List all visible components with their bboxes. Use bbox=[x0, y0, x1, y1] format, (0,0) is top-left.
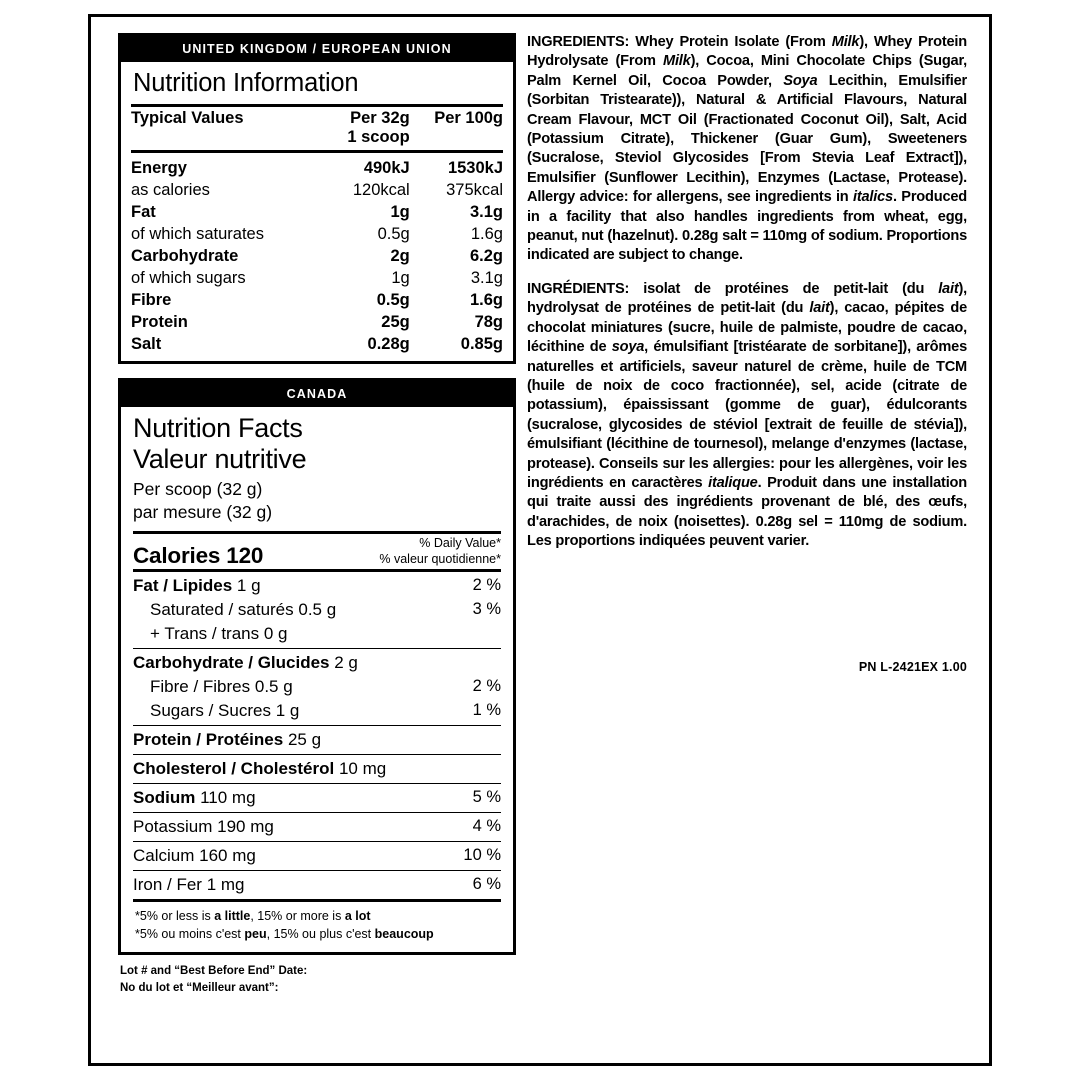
uk-row-label: Salt bbox=[131, 334, 162, 353]
uk-row-serving: 2g bbox=[390, 246, 410, 265]
table-row bbox=[131, 333, 503, 355]
ca-row-nutrient: Potassium bbox=[133, 817, 213, 837]
ca-row-amount: 0 g bbox=[263, 624, 288, 644]
ca-row-amount: 2 g bbox=[334, 653, 358, 673]
daily-value-footnotes bbox=[133, 899, 501, 945]
serving-size-fr: par mesure (32 g) bbox=[133, 502, 273, 523]
ca-row-nutrient: Sodium bbox=[133, 788, 196, 808]
canada-panel-body bbox=[121, 407, 513, 951]
ca-row-label bbox=[133, 813, 453, 842]
table-row bbox=[133, 649, 501, 678]
ca-row-nutrient: Saturated / saturés bbox=[150, 600, 294, 620]
uk-row-serving: 0.5g bbox=[377, 224, 410, 243]
uk-eu-panel-title: Nutrition Information bbox=[133, 69, 359, 97]
lot-code-block bbox=[118, 963, 516, 998]
ca-row-amount: 110 mg bbox=[200, 788, 256, 808]
ca-row-dv: 2 % bbox=[453, 571, 501, 601]
table-row bbox=[133, 813, 501, 842]
ca-row-nutrient: Fibre / Fibres bbox=[150, 677, 251, 697]
ca-row-label bbox=[133, 871, 453, 900]
ca-row-amount: 0.5 g bbox=[298, 600, 337, 620]
ca-row-dv bbox=[453, 755, 501, 784]
table-row bbox=[133, 842, 501, 871]
uk-header-per-serving: Per 32g bbox=[350, 108, 410, 127]
ca-row-amount: 1 mg bbox=[206, 875, 245, 895]
ca-row-label bbox=[133, 726, 453, 755]
uk-eu-panel-header: UNITED KINGDOM / EUROPEAN UNION bbox=[121, 36, 513, 62]
nutrition-facts-title-fr: Valeur nutritive bbox=[133, 443, 307, 474]
uk-row-label: Fat bbox=[131, 202, 156, 221]
uk-row-serving: 490kJ bbox=[363, 158, 410, 177]
daily-value-header-fr: % valeur quotidienne* bbox=[379, 551, 501, 566]
ca-row-label bbox=[133, 755, 453, 784]
uk-row-serving: 120kcal bbox=[352, 180, 410, 199]
ca-row-label bbox=[133, 649, 453, 678]
uk-row-serving: 0.28g bbox=[367, 334, 410, 353]
ingredients-label-fr: INGRÉDIENTS: bbox=[527, 280, 630, 297]
ca-row-dv: 1 % bbox=[472, 701, 501, 720]
lot-line-en: Lot # and “Best Before End” Date: bbox=[120, 964, 308, 977]
ca-row-dv: 2 % bbox=[472, 677, 501, 696]
daily-value-header bbox=[379, 536, 501, 569]
uk-row-serving: 1g bbox=[390, 202, 410, 221]
canada-nutrition-panel bbox=[118, 378, 516, 954]
uk-row-label: Carbohydrate bbox=[131, 246, 239, 265]
uk-row-100g: 3.1g bbox=[470, 268, 503, 287]
uk-row-serving: 0.5g bbox=[376, 290, 410, 309]
uk-row-label: Protein bbox=[131, 312, 188, 331]
ca-row-dv: 5 % bbox=[453, 784, 501, 813]
ca-row-amount: 1 g bbox=[236, 576, 261, 596]
table-row bbox=[133, 784, 501, 813]
ingredients-label-en: INGREDIENTS: bbox=[527, 34, 630, 50]
left-column bbox=[118, 33, 516, 997]
calories-label: Calories bbox=[133, 543, 221, 569]
uk-row-100g: 78g bbox=[474, 312, 503, 331]
uk-row-100g: 0.85g bbox=[460, 334, 503, 353]
uk-row-100g: 375kcal bbox=[446, 180, 503, 199]
ca-row-dv bbox=[453, 624, 501, 649]
ca-row-label bbox=[133, 571, 453, 601]
uk-row-label: of which saturates bbox=[131, 224, 264, 243]
uk-header-values: Typical Values bbox=[131, 108, 244, 127]
nutrition-facts-title-en: Nutrition Facts bbox=[133, 413, 303, 444]
uk-eu-nutrition-rows bbox=[131, 153, 503, 355]
ca-row-label bbox=[133, 842, 453, 871]
table-row bbox=[133, 726, 501, 755]
uk-row-100g: 1530kJ bbox=[447, 158, 503, 177]
uk-table-header-row bbox=[131, 107, 503, 128]
uk-row-label: of which sugars bbox=[131, 268, 246, 287]
calories-row bbox=[133, 534, 501, 569]
table-row bbox=[133, 624, 501, 649]
table-row bbox=[131, 179, 503, 201]
table-row bbox=[133, 755, 501, 784]
ca-row-nutrient: Carbohydrate / Glucides bbox=[133, 653, 330, 673]
calories-value: 120 bbox=[226, 543, 264, 569]
ca-row-nutrient: Protein / Protéines bbox=[133, 730, 284, 750]
ca-row-dv: 10 % bbox=[453, 842, 501, 871]
table-row bbox=[133, 600, 501, 624]
ca-row-dv: 3 % bbox=[472, 600, 501, 619]
footnote-fr: *5% ou moins c'est peu, 15% ou plus c'est beaucoup bbox=[135, 927, 434, 942]
uk-row-100g: 3.1g bbox=[469, 202, 503, 221]
canada-nutrition-table bbox=[133, 569, 501, 899]
ca-row-nutrient: Cholesterol / Cholestérol bbox=[133, 759, 335, 779]
serving-size-en: Per scoop (32 g) bbox=[133, 478, 263, 499]
ca-row-amount: 190 mg bbox=[217, 817, 274, 837]
uk-table-header-subrow bbox=[131, 128, 503, 149]
table-row bbox=[131, 157, 503, 179]
ca-row-amount: 160 mg bbox=[199, 846, 256, 866]
footnote-en: *5% or less is a little, 15% or more is a lot bbox=[135, 909, 371, 924]
table-row bbox=[131, 311, 503, 333]
canada-panel-header: CANADA bbox=[121, 381, 513, 407]
uk-eu-nutrition-table bbox=[131, 107, 503, 148]
ca-row-dv bbox=[453, 649, 501, 678]
ca-row-amount: 1 g bbox=[275, 701, 300, 721]
uk-header-per-100g: Per 100g bbox=[434, 108, 503, 127]
uk-row-100g: 1.6g bbox=[470, 224, 503, 243]
table-row bbox=[133, 571, 501, 601]
uk-header-blank bbox=[131, 128, 324, 149]
ca-row-label bbox=[133, 784, 453, 813]
uk-header-blank2 bbox=[414, 128, 503, 149]
ca-row-label bbox=[133, 624, 453, 649]
part-number: PN L-2421EX 1.00 bbox=[858, 660, 967, 674]
lot-line-fr: No du lot et “Meilleur avant”: bbox=[120, 981, 279, 994]
ca-row-nutrient: + Trans / trans bbox=[150, 624, 260, 644]
uk-header-per-serving-sub: 1 scoop bbox=[347, 127, 410, 146]
daily-value-header-en: % Daily Value* bbox=[419, 536, 501, 551]
ca-row-amount: 0.5 g bbox=[254, 677, 293, 697]
uk-row-serving: 25g bbox=[381, 312, 410, 331]
table-row bbox=[131, 245, 503, 267]
ca-row-label bbox=[133, 701, 453, 726]
calories-label-value bbox=[133, 543, 263, 569]
uk-row-serving: 1g bbox=[391, 268, 410, 287]
uk-row-label: Fibre bbox=[131, 290, 172, 309]
uk-row-label: Energy bbox=[131, 158, 187, 177]
ca-row-amount: 25 g bbox=[287, 730, 322, 750]
ca-row-label bbox=[133, 600, 453, 624]
ca-row-nutrient: Sugars / Sucres bbox=[150, 701, 271, 721]
uk-row-100g: 1.6g bbox=[469, 290, 503, 309]
uk-row-label: as calories bbox=[131, 180, 210, 199]
ingredients-column bbox=[527, 33, 967, 566]
uk-row-100g: 6.2g bbox=[469, 246, 503, 265]
table-row bbox=[131, 289, 503, 311]
ca-row-dv: 4 % bbox=[453, 813, 501, 842]
ingredients-paragraph-fr: INGRÉDIENTS: isolat de protéines de petit-lait (du lait), hydrolysat de protéines de petit-lait (du lait), cacao, pépites de chocolat miniatures (sucre, huile de palmiste, poudre de cacao, lécithine de soya, émulsifiant [tristéarate de sorbitane]), arômes naturelles et artificiels, saveur naturel de crème, huile de TCM (huile de noix de coco fractionnée), sel, acide (citrate de potassium), épaississant (gomme de guar), édulcorants (sucralose, glycosides de stéviol [extrait de feuille de stévia]), émulsifiant (lécithine de tournesol), melange d'enzymes (lactase, protease). Conseils sur les allergies: pour les allergènes, voir les ingrédients en caractères italique. Produit dans une installation qui traite aussi des ingrédients provenant de blé, des œufs, d'arachides, de noix (noisettes). 0.28g sel = 110mg de sodium. Les proportions indiquées peuvent varier. bbox=[527, 280, 968, 550]
ca-row-dv: 6 % bbox=[453, 871, 501, 900]
uk-eu-panel-body bbox=[121, 62, 513, 361]
ca-row-nutrient: Calcium bbox=[133, 846, 195, 866]
ca-row-nutrient: Iron / Fer bbox=[133, 875, 202, 895]
ca-row-nutrient: Fat / Lipides bbox=[133, 576, 233, 596]
ingredients-paragraph-en: INGREDIENTS: Whey Protein Isolate (From Milk), Whey Protein Hydrolysate (From Milk), Cocoa, Mini Chocolate Chips (Sugar, Palm Kernel Oil, Cocoa Powder, Soya Lecithin, Emulsifier (Sorbitan Tristearate)), Natural & Artificial Flavours, Natural Cream Flavour, MCT Oil (Fractionated Coconut Oil), Salt, Acid (Potassium Citrate), Thickener (Guar Gum), Sweeteners (Sucralose, Steviol Glycosides [From Stevia Leaf Extract]), Emulsifier (Sunflower Lecithin), Enzymes (Lactase, Protease). Allergy advice: for allergens, see ingredients in italics. Produced in a facility that also handles ingredients from wheat, egg, peanut, nut (hazelnut). 0.28g salt = 110mg of sodium. Proportions indicated are subject to change. bbox=[527, 34, 967, 264]
ca-row-amount: 10 mg bbox=[338, 759, 387, 779]
table-row bbox=[133, 677, 501, 701]
ca-row-label bbox=[133, 677, 453, 701]
uk-eu-nutrition-panel bbox=[118, 33, 516, 364]
table-row bbox=[131, 201, 503, 223]
table-row bbox=[133, 701, 501, 726]
table-row bbox=[133, 871, 501, 900]
ca-row-dv bbox=[453, 726, 501, 755]
table-row bbox=[131, 223, 503, 245]
table-row bbox=[131, 267, 503, 289]
